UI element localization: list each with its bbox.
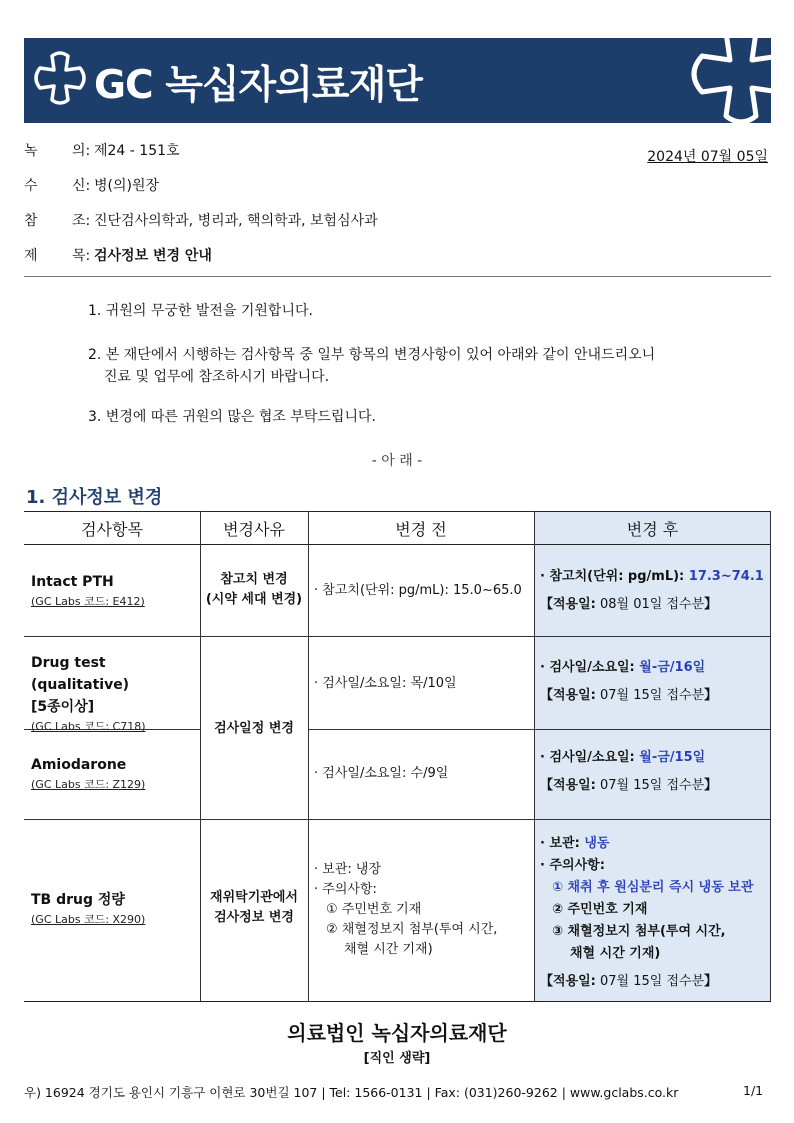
row-divider-1 (24, 636, 771, 637)
after-label: · 참고치(단위: pg/mL): (540, 569, 689, 584)
gc-cross-watermark-icon (686, 38, 771, 123)
before-cell (314, 674, 532, 694)
change-table (24, 511, 771, 1001)
paragraph-2-line1: 2. 본 재단에서 시행하는 검사항목 중 일부 항목의 변경사항이 있어 아래와 같이 안내드리오니 (88, 347, 656, 363)
before-cell (314, 764, 532, 784)
item-code: (GC Labs 코드: C718) (31, 720, 146, 733)
before-line: ① 주민번호 기재 (326, 902, 422, 917)
table-row (31, 571, 199, 609)
header-before: 변경 전 (395, 520, 447, 539)
apply-label: 【적용일: (540, 688, 596, 703)
table-header-border (24, 544, 771, 545)
after-line: · 주의사항: (540, 858, 605, 873)
apply-label: 【적용일: (540, 778, 596, 793)
apply-value: 07월 15일 접수분 (595, 688, 705, 703)
reason-line: 재위탁기관에서 (210, 890, 298, 905)
before-line: · 검사일/소요일: 목/10일 (314, 676, 457, 691)
after-label: · 보관: (540, 836, 585, 851)
item-name: Amiodarone (31, 757, 127, 773)
apply-label: 【적용일: (540, 597, 596, 612)
header-reason: 변경사유 (223, 520, 285, 539)
recipient-key1: 수 (24, 178, 38, 194)
section-title: 1. 검사정보 변경 (26, 487, 163, 508)
after-label: · 검사일/소요일: (540, 660, 640, 675)
apply-close: 】 (704, 688, 718, 703)
before-line: · 보관: 냉장 (314, 862, 382, 877)
col-divider-right (770, 511, 771, 1001)
before-line: · 주의사항: (314, 882, 377, 897)
header-item: 검사항목 (81, 520, 143, 539)
recipient-value: 병(의)원장 (94, 178, 160, 194)
table-row (31, 754, 199, 792)
apply-value: 08월 01일 접수분 (595, 597, 705, 612)
item-code: (GC Labs 코드: X290) (31, 913, 146, 926)
subject-value: 검사정보 변경 안내 (94, 248, 212, 264)
row-divider-2b (308, 729, 771, 730)
before-line: ② 채혈정보지 첨부(투여 시간, (326, 922, 498, 937)
row-divider-3 (24, 819, 771, 820)
col-divider-3 (534, 511, 535, 1001)
doc-number-value: 제24 - 151호 (94, 143, 180, 159)
after-line: ① 채취 후 원심분리 즉시 냉동 보관 (552, 880, 754, 895)
item-name: TB drug 정량 (31, 892, 125, 908)
reason-cell (200, 888, 308, 928)
after-line: ③ 채혈정보지 첨부(투여 시간, (552, 924, 726, 939)
seal-omitted-note: [직인 생략] (363, 1051, 431, 1066)
logo-text: GC 녹십자의료재단 (94, 63, 422, 108)
before-line: · 검사일/소요일: 수/9일 (314, 766, 449, 781)
apply-close: 】 (704, 778, 718, 793)
before-cell (314, 581, 532, 601)
after-value: 월-금/16일 (639, 660, 706, 675)
header-banner (24, 38, 771, 123)
shared-reason-cell: 검사일정 변경 (214, 721, 294, 736)
item-code: (GC Labs 코드: Z129) (31, 778, 146, 791)
after-cell (540, 747, 770, 797)
after-cell (540, 566, 770, 616)
after-cell (540, 833, 770, 993)
below-marker: - 아 래 - (371, 453, 423, 469)
reason-line: 참고치 변경 (220, 572, 288, 587)
paragraph-2-line2: 진료 및 업무에 참조하시기 바랍니다. (104, 369, 330, 385)
subject-key2: 목: (72, 248, 91, 264)
after-line: ② 주민번호 기재 (552, 902, 648, 917)
after-value: 17.3~74.1 (688, 569, 764, 584)
after-value: 냉동 (584, 836, 610, 851)
item-name: Drug test (qualitative) (31, 655, 130, 693)
doc-number-key1: 녹 (24, 143, 38, 159)
table-row (31, 889, 199, 927)
item-name-sub: [5종이상] (31, 699, 95, 715)
before-line: · 참고치(단위: pg/mL): 15.0~65.0 (314, 583, 522, 598)
reason-cell (200, 570, 308, 610)
after-cell (540, 657, 770, 707)
reason-line: 검사정보 변경 (214, 910, 294, 925)
page-number: 1/1 (743, 1083, 764, 1098)
apply-value: 07월 15일 접수분 (595, 974, 705, 989)
after-label: · 검사일/소요일: (540, 750, 640, 765)
apply-close: 】 (704, 974, 718, 989)
reference-key2: 조: (72, 213, 91, 229)
reference-key1: 참 (24, 213, 38, 229)
header-divider (24, 276, 771, 277)
gc-cross-logo-icon (32, 50, 88, 106)
subject-key1: 제 (24, 248, 38, 264)
item-code: (GC Labs 코드: E412) (31, 595, 145, 608)
reference-value: 진단검사의학과, 병리과, 핵의학과, 보험심사과 (94, 213, 378, 229)
apply-value: 07월 15일 접수분 (595, 778, 705, 793)
apply-close: 】 (704, 597, 718, 612)
apply-label: 【적용일: (540, 974, 596, 989)
before-line: 채혈 시간 기재) (344, 942, 433, 957)
recipient-key2: 신: (72, 178, 91, 194)
table-bottom-border (24, 1001, 771, 1002)
reason-line: (시약 세대 변경) (205, 592, 303, 607)
footer-address: 우) 16924 경기도 용인시 기흥구 이현로 30번길 107 | Tel: 1566-0131 | Fax: (031)260-9262 | www.gclabs.co.kr (24, 1085, 679, 1100)
paragraph-1: 1. 귀원의 무궁한 발전을 기원합니다. (88, 303, 313, 319)
col-divider-2 (308, 511, 309, 1001)
after-value: 월-금/15일 (639, 750, 706, 765)
document-date: 2024년 07월 05일 (647, 149, 768, 165)
before-cell (314, 860, 532, 960)
doc-number-key2: 의: (72, 143, 91, 159)
after-line: 채혈 시간 기재) (570, 946, 661, 961)
item-name: Intact PTH (31, 574, 114, 590)
issuing-organization: 의료법인 녹십자의료재단 (287, 1021, 507, 1045)
table-row (31, 652, 199, 734)
header-after: 변경 후 (626, 520, 679, 539)
paragraph-3: 3. 변경에 따른 귀원의 많은 협조 부탁드립니다. (88, 409, 376, 425)
table-top-border (24, 511, 771, 512)
